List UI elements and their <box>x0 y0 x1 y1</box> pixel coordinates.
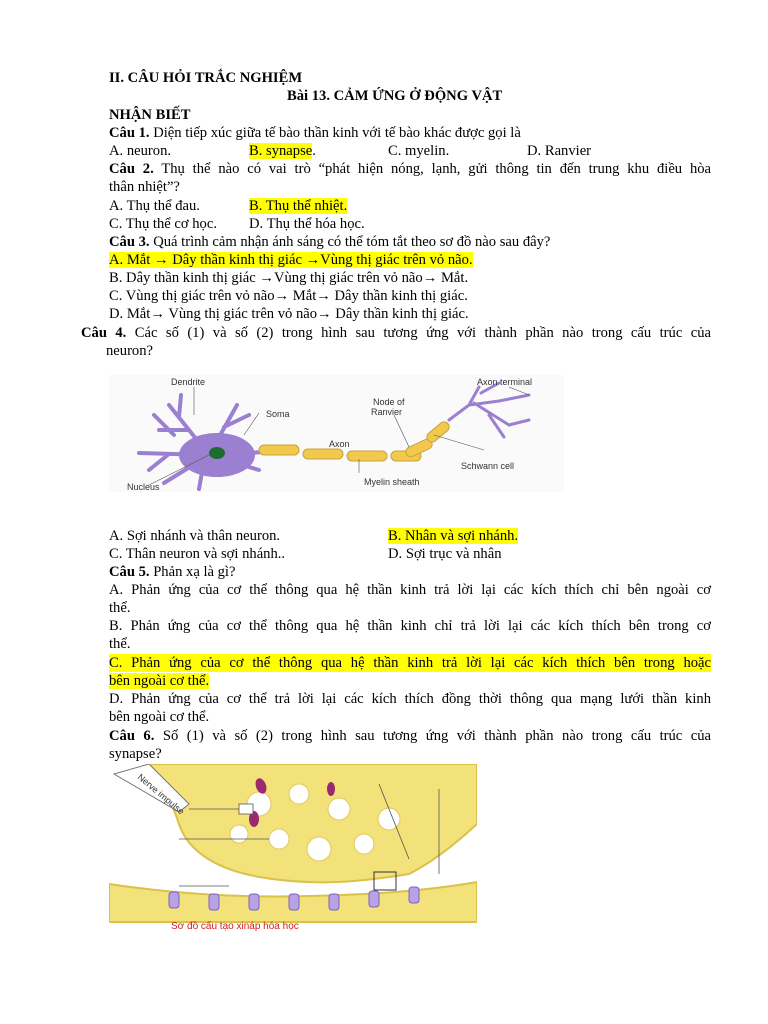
option-b-correct <box>249 142 316 160</box>
neuron-figure <box>109 375 564 492</box>
nucleus-mark <box>209 447 225 459</box>
question-4 <box>81 324 711 342</box>
option-b-cont: thể. <box>109 636 131 652</box>
question-text-cont: synapse? <box>109 746 162 762</box>
section-heading: II. CÂU HỎI TRẮC NGHIỆM <box>109 70 303 86</box>
option-a-correct <box>109 251 473 269</box>
option-b: B. Phản ứng của cơ thể thông qua hệ thần kinh chỉ trả lời lại các kích thích bên trong cơ <box>109 618 711 634</box>
synapse-diagram <box>109 764 477 934</box>
option-c: C. Thụ thể cơ học. <box>109 216 217 232</box>
figure-caption: Sơ đồ cấu tạo xináp hóa học <box>171 921 299 932</box>
question-text: Phản xạ là gì? <box>149 564 236 580</box>
option-b-correct <box>388 527 518 545</box>
option-c-correct <box>109 654 711 672</box>
label-axon-terminal: Axon terminal <box>477 377 533 387</box>
level-heading: NHẬN BIẾT <box>109 107 191 123</box>
question-label: Câu 4. <box>81 325 127 341</box>
option-c: C. Vùng thị giác trên vỏ não→ Mắt→ Dây thần kinh thị giác. <box>109 288 468 304</box>
question-label: Câu 2. <box>109 161 154 177</box>
axon-terminals <box>449 383 529 437</box>
neuron-diagram <box>109 375 564 492</box>
question-6 <box>109 727 711 745</box>
question-text: Quá trình cảm nhận ánh sáng có thể tóm tắt theo sơ đồ nào sau đây? <box>149 234 551 250</box>
option-c: C. Thân neuron và sợi nhánh.. <box>109 546 286 562</box>
answer-highlight: bên ngoài cơ thể. <box>109 673 210 689</box>
option-c: C. myelin. <box>388 143 450 159</box>
question-3 <box>109 233 550 251</box>
question-text: Số (1) và số (2) trong hình sau tương ứng với thành phần nào trong cấu trúc của <box>154 728 712 744</box>
question-1 <box>109 124 521 142</box>
option-d: D. Thụ thể hóa học. <box>249 216 365 232</box>
answer-highlight: A. Mắt → Dây thần kinh thị giác →Vùng thị giác trên vỏ não. <box>109 252 473 268</box>
label-node-2: Ranvier <box>371 407 403 417</box>
label-soma: Soma <box>266 409 290 419</box>
label-node-1: Node of <box>373 397 405 407</box>
option-a: A. Phản ứng của cơ thể thông qua hệ thần kinh trả lời lại các kích thích chỉ bên ngoài cơ <box>109 582 711 598</box>
option-d: D. Ranvier <box>527 143 592 159</box>
label-nerve-impulse: Nerve impulse <box>135 771 187 817</box>
label-myelin-sheath: Myelin sheath <box>364 477 420 487</box>
option-b: B. Dây thần kinh thị giác →Vùng thị giác trên vỏ não→ Mắt. <box>109 270 469 286</box>
lesson-title: Bài 13. CẢM ỨNG Ở ĐỘNG VẬT <box>287 88 503 104</box>
question-text: Thụ thể nào có vai trò “phát hiện nóng, lạnh, gửi thông tin đến trung khu điều hòa <box>153 161 712 177</box>
question-text: Các số (1) và số (2) trong hình sau tương ứng với thành phần nào trong cấu trúc của <box>126 325 712 341</box>
synapse-figure <box>109 764 477 934</box>
option-b-correct <box>249 197 347 215</box>
option-d: D. Phản ứng của cơ thể trả lời lại các kích thích đồng thời thông qua mạng lưới thần kinh <box>109 691 711 707</box>
answer-highlight: C. Phản ứng của cơ thể thông qua hệ thần kinh trả lời lại các kích thích bên trong hoặc <box>109 655 711 671</box>
question-text-cont: thân nhiệt”? <box>109 179 180 195</box>
option-tail: . <box>312 143 316 159</box>
label-axon: Axon <box>329 439 350 449</box>
answer-highlight: B. Thụ thể nhiệt. <box>249 198 348 214</box>
label-nucleus: Nucleus <box>127 482 160 492</box>
option-d: D. Sợi trục và nhân <box>388 546 502 562</box>
option-c-cont <box>109 672 209 690</box>
question-text: Diện tiếp xúc giữa tế bào thần kinh với tế bào khác được gọi là <box>149 125 521 141</box>
option-a-cont: thể. <box>109 600 131 616</box>
label-schwann-cell: Schwann cell <box>461 461 515 471</box>
option-d: D. Mắt→ Vùng thị giác trên vỏ não→ Dây thần kinh thị giác. <box>109 306 469 322</box>
answer-highlight: B. synapse <box>249 143 313 159</box>
presynaptic-terminal <box>149 764 477 882</box>
answer-highlight: B. Nhân và sợi nhánh. <box>388 528 519 544</box>
option-a: A. Sợi nhánh và thân neuron. <box>109 528 281 544</box>
question-label: Câu 5. <box>109 564 150 580</box>
myelin-segments <box>259 420 451 461</box>
label-box <box>239 804 253 814</box>
question-5 <box>109 563 235 581</box>
label-dendrite: Dendrite <box>171 377 206 387</box>
option-a: A. neuron. <box>109 143 172 159</box>
question-2 <box>109 160 711 178</box>
question-label: Câu 3. <box>109 234 150 250</box>
question-text-cont: neuron? <box>106 343 154 359</box>
option-a: A. Thụ thể đau. <box>109 198 200 214</box>
question-label: Câu 6. <box>109 728 155 744</box>
question-label: Câu 1. <box>109 125 150 141</box>
option-d-cont: bên ngoài cơ thể. <box>109 709 210 725</box>
